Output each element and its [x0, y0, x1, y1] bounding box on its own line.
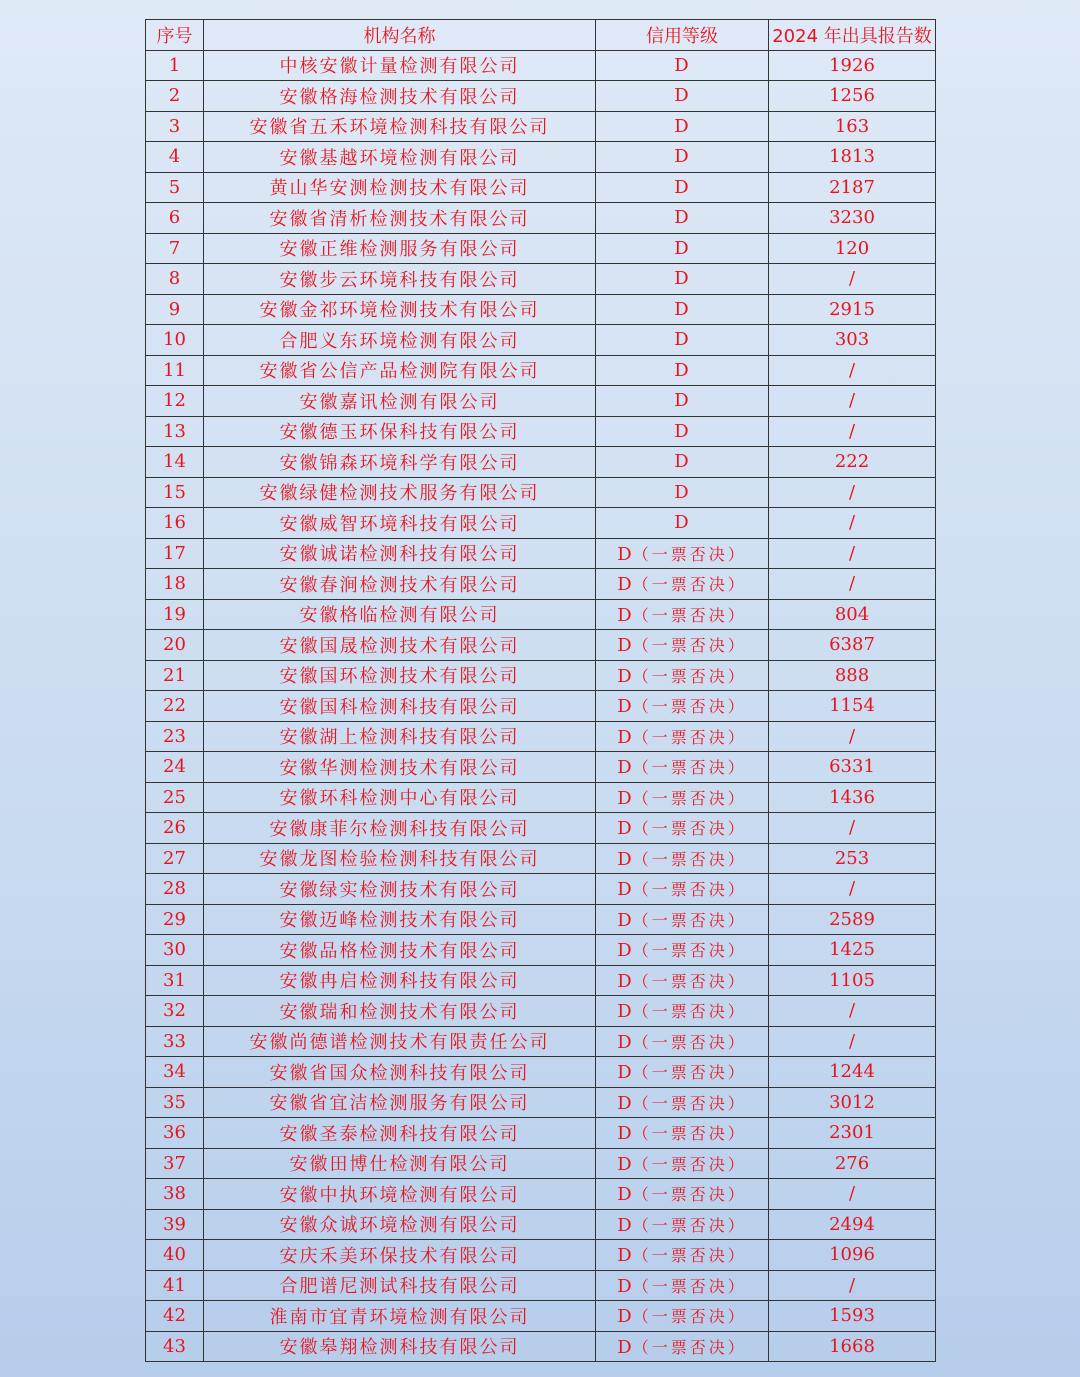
table-row — [146, 508, 936, 539]
header-credit-grade: 信用等级 — [596, 20, 769, 51]
row-index: 8 — [146, 264, 204, 295]
org-name: 安徽格临检测有限公司 — [204, 599, 596, 630]
grade-letter: D — [617, 1275, 633, 1297]
table-row — [146, 1148, 936, 1179]
org-name: 安徽中执环境检测有限公司 — [204, 1179, 596, 1210]
grade-letter: D — [617, 1153, 633, 1175]
grade-letter: D — [617, 1336, 633, 1358]
org-name: 安徽迈峰检测技术有限公司 — [204, 904, 596, 935]
report-count: / — [769, 1270, 936, 1301]
table-row — [146, 935, 936, 966]
credit-grade — [596, 1331, 769, 1362]
row-index: 9 — [146, 294, 204, 325]
row-index: 32 — [146, 996, 204, 1027]
table-row — [146, 477, 936, 508]
grade-letter: D — [617, 665, 633, 687]
row-index: 5 — [146, 172, 204, 203]
grade-note: （一票否决） — [632, 697, 747, 717]
grade-letter: D — [617, 543, 633, 565]
row-index: 20 — [146, 630, 204, 661]
row-index: 7 — [146, 233, 204, 264]
report-count: / — [769, 874, 936, 905]
org-name: 安徽冉启检测科技有限公司 — [204, 965, 596, 996]
grade-note: （一票否决） — [632, 971, 747, 991]
grade-letter: D — [674, 512, 690, 534]
report-count: 804 — [769, 599, 936, 630]
grade-letter: D — [617, 1306, 633, 1328]
row-index: 11 — [146, 355, 204, 386]
grade-note: （一票否决） — [632, 880, 747, 900]
credit-grade — [596, 1301, 769, 1332]
credit-grade — [596, 1148, 769, 1179]
table-row — [146, 111, 936, 142]
report-count: 1096 — [769, 1240, 936, 1271]
credit-grade — [596, 111, 769, 142]
grade-letter: D — [617, 818, 633, 840]
report-count: 222 — [769, 447, 936, 478]
table-row — [146, 233, 936, 264]
grade-note: （一票否决） — [632, 1276, 747, 1296]
credit-grade — [596, 355, 769, 386]
report-count: 1105 — [769, 965, 936, 996]
grade-letter: D — [617, 970, 633, 992]
grade-letter: D — [617, 604, 633, 626]
grade-note: （一票否决） — [632, 1185, 747, 1205]
credit-grade — [596, 477, 769, 508]
org-name: 安徽绿实检测技术有限公司 — [204, 874, 596, 905]
grade-letter: D — [617, 1001, 633, 1023]
grade-letter: D — [674, 207, 690, 229]
org-name: 安徽威智环境科技有限公司 — [204, 508, 596, 539]
grade-note: （一票否决） — [632, 910, 747, 930]
org-name: 安徽品格检测技术有限公司 — [204, 935, 596, 966]
credit-grade — [596, 233, 769, 264]
report-count: 1436 — [769, 782, 936, 813]
report-count: / — [769, 386, 936, 417]
org-name: 安徽正维检测服务有限公司 — [204, 233, 596, 264]
org-name: 安庆禾美环保技术有限公司 — [204, 1240, 596, 1271]
grade-letter: D — [674, 481, 690, 503]
grade-letter: D — [617, 879, 633, 901]
row-index: 15 — [146, 477, 204, 508]
credit-grade — [596, 843, 769, 874]
table-row — [146, 355, 936, 386]
credit-grade — [596, 447, 769, 478]
report-count: 1154 — [769, 691, 936, 722]
grade-note: （一票否决） — [632, 1063, 747, 1083]
grade-letter: D — [674, 329, 690, 351]
table-row — [146, 752, 936, 783]
row-index: 34 — [146, 1057, 204, 1088]
grade-note: （一票否决） — [632, 1215, 747, 1235]
row-index: 28 — [146, 874, 204, 905]
grade-note: （一票否决） — [632, 666, 747, 686]
grade-letter: D — [617, 1214, 633, 1236]
report-count: / — [769, 538, 936, 569]
table-row — [146, 203, 936, 234]
row-index: 3 — [146, 111, 204, 142]
table-row — [146, 721, 936, 752]
credit-grade — [596, 142, 769, 173]
header-report-count: 2024 年出具报告数 — [769, 20, 936, 51]
org-name: 安徽省五禾环境检测科技有限公司 — [204, 111, 596, 142]
table-row — [146, 1118, 936, 1149]
grade-note: （一票否决） — [632, 1002, 747, 1022]
org-name: 安徽嘉讯检测有限公司 — [204, 386, 596, 417]
report-count: 1668 — [769, 1331, 936, 1362]
table-row — [146, 386, 936, 417]
grade-letter: D — [617, 726, 633, 748]
credit-grade — [596, 660, 769, 691]
grade-letter: D — [674, 390, 690, 412]
credit-grade — [596, 813, 769, 844]
table-header-row — [146, 20, 936, 51]
org-name: 安徽步云环境科技有限公司 — [204, 264, 596, 295]
grade-letter: D — [617, 940, 633, 962]
report-count: 2187 — [769, 172, 936, 203]
grade-letter: D — [617, 1031, 633, 1053]
report-count: 2589 — [769, 904, 936, 935]
grade-note: （一票否决） — [632, 1124, 747, 1144]
row-index: 41 — [146, 1270, 204, 1301]
grade-note: （一票否决） — [632, 1307, 747, 1327]
credit-grade — [596, 996, 769, 1027]
report-count: 1244 — [769, 1057, 936, 1088]
credit-grade — [596, 386, 769, 417]
report-count: / — [769, 569, 936, 600]
credit-grade — [596, 599, 769, 630]
row-index: 2 — [146, 81, 204, 112]
org-name: 安徽省宜洁检测服务有限公司 — [204, 1087, 596, 1118]
org-name: 安徽绿健检测技术服务有限公司 — [204, 477, 596, 508]
row-index: 16 — [146, 508, 204, 539]
credit-grade — [596, 569, 769, 600]
credit-grade — [596, 203, 769, 234]
org-name: 安徽基越环境检测有限公司 — [204, 142, 596, 173]
credit-grade — [596, 1240, 769, 1271]
grade-letter: D — [617, 1123, 633, 1145]
table-row — [146, 1331, 936, 1362]
report-count: 6387 — [769, 630, 936, 661]
grade-letter: D — [674, 451, 690, 473]
table-body — [146, 50, 936, 1362]
credit-grade — [596, 1087, 769, 1118]
credit-grade — [596, 325, 769, 356]
table-row — [146, 325, 936, 356]
report-count: 1593 — [769, 1301, 936, 1332]
table-row — [146, 813, 936, 844]
report-count: 2494 — [769, 1209, 936, 1240]
row-index: 26 — [146, 813, 204, 844]
org-name: 安徽龙图检验检测科技有限公司 — [204, 843, 596, 874]
credit-grade — [596, 172, 769, 203]
org-name: 安徽国晟检测技术有限公司 — [204, 630, 596, 661]
grade-note: （一票否决） — [632, 1246, 747, 1266]
credit-grade — [596, 752, 769, 783]
grade-note: （一票否决） — [632, 1337, 747, 1357]
report-count: / — [769, 355, 936, 386]
report-count: / — [769, 721, 936, 752]
row-index: 18 — [146, 569, 204, 600]
report-count: / — [769, 264, 936, 295]
row-index: 29 — [146, 904, 204, 935]
org-name: 中核安徽计量检测有限公司 — [204, 50, 596, 81]
table-row — [146, 996, 936, 1027]
credit-grade — [596, 1026, 769, 1057]
report-count: / — [769, 813, 936, 844]
report-count: 163 — [769, 111, 936, 142]
credit-grade — [596, 416, 769, 447]
grade-letter: D — [617, 574, 633, 596]
grade-letter: D — [674, 359, 690, 381]
grade-note: （一票否决） — [632, 605, 747, 625]
row-index: 40 — [146, 1240, 204, 1271]
table-row — [146, 904, 936, 935]
row-index: 25 — [146, 782, 204, 813]
table-row — [146, 1209, 936, 1240]
org-name: 安徽尚德谱检测技术有限责任公司 — [204, 1026, 596, 1057]
credit-grade — [596, 630, 769, 661]
row-index: 31 — [146, 965, 204, 996]
table-row — [146, 447, 936, 478]
org-name: 安徽华测检测技术有限公司 — [204, 752, 596, 783]
grade-letter: D — [617, 757, 633, 779]
grade-letter: D — [617, 1184, 633, 1206]
org-name: 安徽环科检测中心有限公司 — [204, 782, 596, 813]
grade-letter: D — [617, 1245, 633, 1267]
org-name: 淮南市宜青环境检测有限公司 — [204, 1301, 596, 1332]
org-name: 安徽国环检测技术有限公司 — [204, 660, 596, 691]
credit-grade — [596, 50, 769, 81]
table-row — [146, 782, 936, 813]
row-index: 12 — [146, 386, 204, 417]
row-index: 42 — [146, 1301, 204, 1332]
org-name: 安徽国科检测科技有限公司 — [204, 691, 596, 722]
credit-grade — [596, 782, 769, 813]
table-row — [146, 1179, 936, 1210]
org-name: 安徽金祁环境检测技术有限公司 — [204, 294, 596, 325]
grade-letter: D — [674, 176, 690, 198]
grade-note: （一票否决） — [632, 575, 747, 595]
org-name: 安徽皋翔检测科技有限公司 — [204, 1331, 596, 1362]
org-name: 安徽省清析检测技术有限公司 — [204, 203, 596, 234]
credit-grade — [596, 294, 769, 325]
table-row — [146, 538, 936, 569]
report-count: 888 — [769, 660, 936, 691]
row-index: 43 — [146, 1331, 204, 1362]
row-index: 13 — [146, 416, 204, 447]
table-row — [146, 630, 936, 661]
credit-grade — [596, 508, 769, 539]
report-count: 1425 — [769, 935, 936, 966]
row-index: 22 — [146, 691, 204, 722]
grade-note: （一票否决） — [632, 636, 747, 656]
grade-letter: D — [617, 787, 633, 809]
grade-letter: D — [617, 909, 633, 931]
credit-grade — [596, 264, 769, 295]
credit-grade — [596, 1179, 769, 1210]
credit-grade — [596, 874, 769, 905]
grade-note: （一票否决） — [632, 727, 747, 747]
row-index: 36 — [146, 1118, 204, 1149]
header-org-name: 机构名称 — [204, 20, 596, 51]
report-count: / — [769, 996, 936, 1027]
table-row — [146, 50, 936, 81]
row-index: 24 — [146, 752, 204, 783]
row-index: 30 — [146, 935, 204, 966]
report-count: 2301 — [769, 1118, 936, 1149]
grade-letter: D — [617, 696, 633, 718]
table-row — [146, 1270, 936, 1301]
row-index: 14 — [146, 447, 204, 478]
table-row — [146, 1057, 936, 1088]
org-name: 安徽圣泰检测科技有限公司 — [204, 1118, 596, 1149]
report-count: 1256 — [769, 81, 936, 112]
grade-note: （一票否决） — [632, 758, 747, 778]
credit-grade — [596, 1209, 769, 1240]
report-count: 3012 — [769, 1087, 936, 1118]
row-index: 17 — [146, 538, 204, 569]
org-name: 安徽德玉环保科技有限公司 — [204, 416, 596, 447]
row-index: 39 — [146, 1209, 204, 1240]
grade-letter: D — [674, 268, 690, 290]
org-name: 安徽诚诺检测科技有限公司 — [204, 538, 596, 569]
report-count: 276 — [769, 1148, 936, 1179]
credit-grade — [596, 721, 769, 752]
org-name: 黄山华安测检测技术有限公司 — [204, 172, 596, 203]
grade-note: （一票否决） — [632, 788, 747, 808]
table-row — [146, 1026, 936, 1057]
row-index: 6 — [146, 203, 204, 234]
grade-letter: D — [674, 237, 690, 259]
grade-note: （一票否决） — [632, 819, 747, 839]
table-row — [146, 660, 936, 691]
table-row — [146, 294, 936, 325]
report-count: 1813 — [769, 142, 936, 173]
credit-grade — [596, 904, 769, 935]
report-count: 6331 — [769, 752, 936, 783]
grade-letter: D — [617, 1062, 633, 1084]
grade-note: （一票否决） — [632, 1093, 747, 1113]
row-index: 4 — [146, 142, 204, 173]
org-name: 安徽省国众检测科技有限公司 — [204, 1057, 596, 1088]
report-count: / — [769, 1179, 936, 1210]
report-count: / — [769, 477, 936, 508]
grade-letter: D — [674, 54, 690, 76]
row-index: 1 — [146, 50, 204, 81]
org-name: 安徽众诚环境检测有限公司 — [204, 1209, 596, 1240]
org-name: 安徽田博仕检测有限公司 — [204, 1148, 596, 1179]
org-name: 安徽康菲尔检测科技有限公司 — [204, 813, 596, 844]
grade-note: （一票否决） — [632, 941, 747, 961]
report-count: / — [769, 508, 936, 539]
table-row — [146, 172, 936, 203]
table-row — [146, 1087, 936, 1118]
row-index: 35 — [146, 1087, 204, 1118]
org-name: 安徽锦森环境科学有限公司 — [204, 447, 596, 478]
table-row — [146, 416, 936, 447]
credit-grade — [596, 1118, 769, 1149]
report-count: / — [769, 416, 936, 447]
report-count: 120 — [769, 233, 936, 264]
grade-letter: D — [617, 635, 633, 657]
row-index: 23 — [146, 721, 204, 752]
report-count: 2915 — [769, 294, 936, 325]
grade-note: （一票否决） — [632, 849, 747, 869]
credit-grade — [596, 935, 769, 966]
header-index: 序号 — [146, 20, 204, 51]
grade-note: （一票否决） — [632, 1032, 747, 1052]
table-row — [146, 843, 936, 874]
grade-letter: D — [617, 1092, 633, 1114]
grade-letter: D — [674, 115, 690, 137]
grade-letter: D — [674, 146, 690, 168]
report-count: 1926 — [769, 50, 936, 81]
row-index: 21 — [146, 660, 204, 691]
credit-grade — [596, 1057, 769, 1088]
org-name: 安徽瑞和检测技术有限公司 — [204, 996, 596, 1027]
report-count: 253 — [769, 843, 936, 874]
row-index: 38 — [146, 1179, 204, 1210]
table-row — [146, 599, 936, 630]
table-row — [146, 264, 936, 295]
credit-grade — [596, 1270, 769, 1301]
grade-letter: D — [674, 298, 690, 320]
credit-grade — [596, 691, 769, 722]
table-row — [146, 691, 936, 722]
table-row — [146, 142, 936, 173]
org-name: 安徽春涧检测技术有限公司 — [204, 569, 596, 600]
report-count: / — [769, 1026, 936, 1057]
row-index: 33 — [146, 1026, 204, 1057]
org-name: 合肥谱尼测试科技有限公司 — [204, 1270, 596, 1301]
grade-letter: D — [674, 420, 690, 442]
row-index: 37 — [146, 1148, 204, 1179]
report-count: 3230 — [769, 203, 936, 234]
grade-letter: D — [617, 848, 633, 870]
grade-letter: D — [674, 85, 690, 107]
table-row — [146, 874, 936, 905]
table-row — [146, 81, 936, 112]
org-name: 安徽湖上检测科技有限公司 — [204, 721, 596, 752]
report-count: 303 — [769, 325, 936, 356]
table-row — [146, 569, 936, 600]
row-index: 10 — [146, 325, 204, 356]
grade-note: （一票否决） — [632, 544, 747, 564]
table-row — [146, 1301, 936, 1332]
credit-grade — [596, 965, 769, 996]
table-row — [146, 965, 936, 996]
credit-grade-table — [145, 19, 936, 1362]
row-index: 19 — [146, 599, 204, 630]
row-index: 27 — [146, 843, 204, 874]
credit-grade — [596, 81, 769, 112]
table-row — [146, 1240, 936, 1271]
org-name: 安徽格海检测技术有限公司 — [204, 81, 596, 112]
org-name: 合肥义东环境检测有限公司 — [204, 325, 596, 356]
grade-note: （一票否决） — [632, 1154, 747, 1174]
org-name: 安徽省公信产品检测院有限公司 — [204, 355, 596, 386]
credit-grade — [596, 538, 769, 569]
